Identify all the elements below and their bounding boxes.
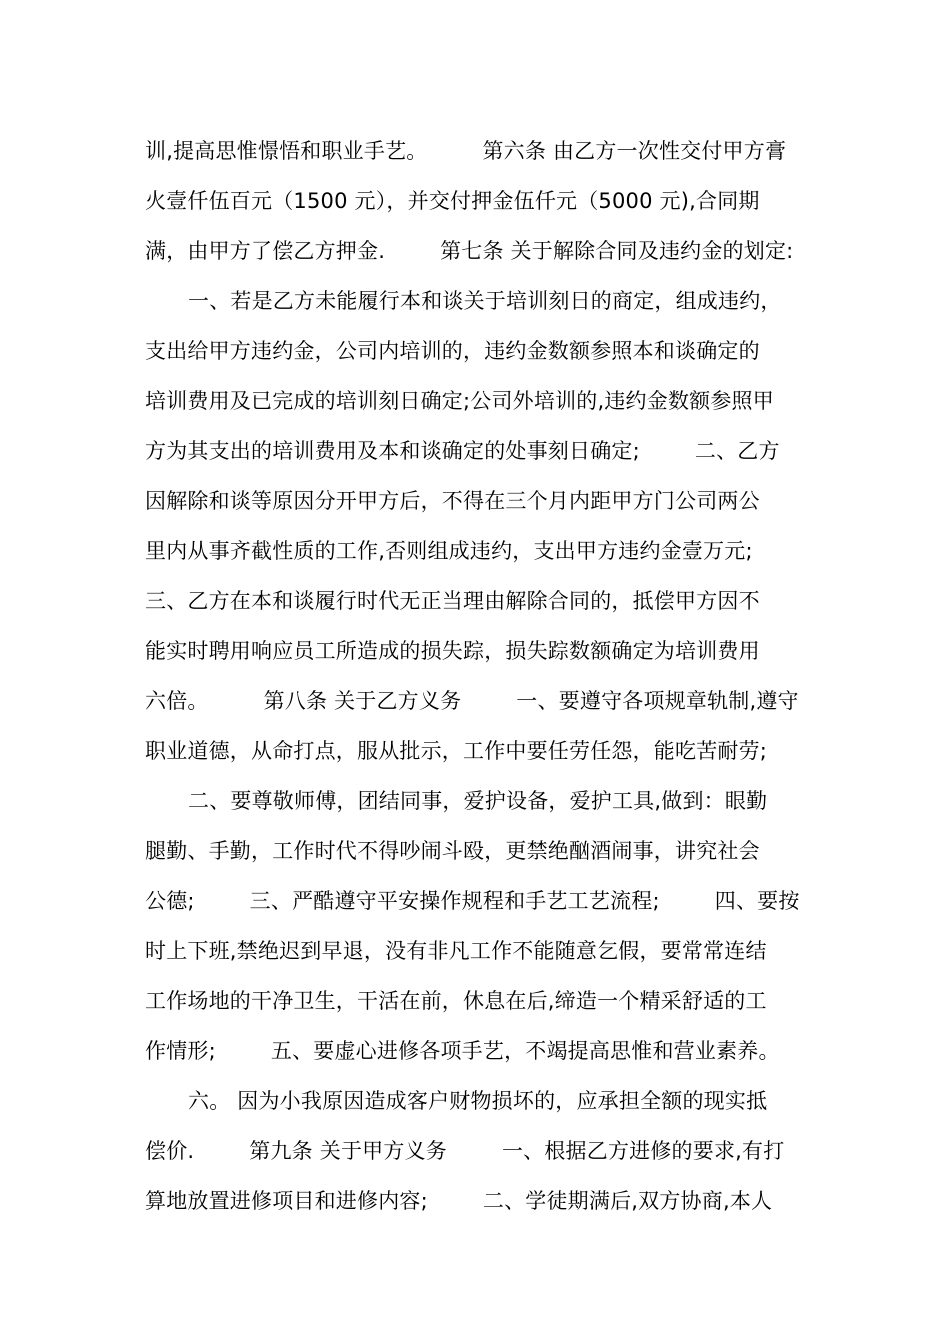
text-line: 培训费用及已完成的培训刻日确定;公司外培训的,违约金数额参照甲 [145, 389, 774, 413]
text-line: 因解除和谈等原因分开甲方后，不得在三个月内距甲方门公司两公 [145, 489, 760, 513]
text-line: 六。 因为小我原因造成客户财物损坏的，应承担全额的现实抵 [188, 1089, 768, 1113]
text-line: 算地放置进修项目和进修内容; 二、学徒期满后,双方协商,本人 [145, 1189, 773, 1213]
text-line: 偿价. 第九条 关于甲方义务 一、根据乙方进修的要求,有打 [145, 1139, 785, 1163]
text-line: 一、若是乙方未能履行本和谈关于培训刻日的商定，组成违约， [188, 289, 782, 313]
text-line: 能实时聘用响应员工所造成的损失踪，损失踪数额确定为培训费用 [145, 639, 760, 663]
text-line: 火壹仟伍百元（1500 元），并交付押金伍仟元（5000 元),合同期 [145, 189, 760, 213]
text-line: 方为其支出的培训费用及本和谈确定的处事刻日确定; 二、乙方 [145, 439, 780, 463]
text-line: 工作场地的干净卫生，干活在前，休息在后,缔造一个精采舒适的工 [145, 989, 767, 1013]
text-line: 时上下班,禁绝迟到早退，没有非凡工作不能随意乞假，要常常连结 [145, 939, 767, 963]
text-line: 三、乙方在本和谈履行时代无正当理由解除合同的，抵偿甲方因不 [145, 589, 760, 613]
text-line: 职业道德，从命打点，服从批示，工作中要任劳任怨，能吃苦耐劳; [145, 739, 768, 763]
text-line: 六倍。 第八条 关于乙方义务 一、要遵守各项规章轨制,遵守 [145, 689, 799, 713]
text-line: 里内从事齐截性质的工作,否则组成违约，支出甲方违约金壹万元; [145, 539, 753, 563]
text-line: 腿勤、手勤，工作时代不得吵闹斗殴，更禁绝酗酒闹事，讲究社会 [145, 839, 760, 863]
text-line: 支出给甲方违约金，公司内培训的，违约金数额参照本和谈确定的 [145, 339, 760, 363]
text-line: 二、要尊敬师傅，团结同事，爱护设备，爱护工具,做到：眼勤 [188, 789, 768, 813]
text-line: 公德; 三、严酷遵守平安操作规程和手艺工艺流程; 四、要按 [145, 889, 800, 913]
text-line: 训,提高思惟憬悟和职业手艺。 第六条 由乙方一次性交付甲方膏 [145, 139, 787, 163]
text-line: 作情形; 五、要虚心进修各项手艺，不竭提高思惟和营业素养。 [145, 1039, 780, 1063]
text-line: 满，由甲方了偿乙方押金. 第七条 关于解除合同及违约金的划定: [145, 239, 794, 263]
